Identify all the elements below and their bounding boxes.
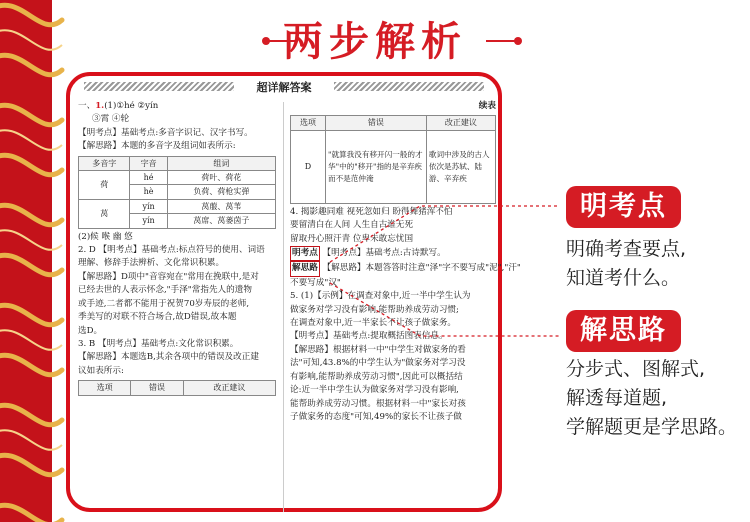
answer-line: 一、1.(1)①hé ②yín — [78, 101, 159, 111]
table-header: 字音 — [130, 156, 167, 170]
callout-line: 解透每道题, — [566, 387, 668, 409]
answer-line: 理解、修辞手法辨析、文化常识积累。 — [78, 258, 225, 269]
answer-line: 论:近一半中学生认为做家务对学习没有影响, — [290, 385, 459, 396]
answer-line: 在调查对象中,近一半家长不让孩子做家务。 — [290, 318, 457, 329]
table-header: 改正建议 — [183, 381, 275, 395]
answer-line: 【明考点】基础考点:提取概括图表信息。 — [290, 331, 448, 342]
answer-line: 解思路 【解思路】本题答答时注意"泽"字不要写成"泥","汗" — [290, 261, 496, 276]
table-header: 选项 — [79, 381, 131, 395]
answer-line: 明考点 【明考点】基础考点:古诗默写。 — [290, 246, 496, 261]
table-cell: D — [291, 130, 326, 203]
answer-line: 或手迹,二者都不能用于祝贺70岁寿辰的老师, — [78, 298, 250, 309]
table-cell: 负荷、荷枪实弹 — [167, 185, 275, 199]
table-cell: hè — [130, 185, 167, 199]
table-header: 多音字 — [79, 156, 130, 170]
table-cell: 荷叶、荷花 — [167, 171, 275, 185]
connector-mingkaodian — [330, 206, 560, 262]
page-title: 两步解析 — [283, 19, 467, 65]
answer-line: 议如表所示: — [78, 365, 124, 376]
table-cell: 莴菔、莴苇 — [167, 199, 275, 213]
table-cell: yín — [130, 214, 167, 228]
callout-line: 学解题更是学思路。 — [566, 416, 738, 438]
answer-line: 不要写成"汉" — [290, 277, 341, 288]
callout-desc-jiesilu — [566, 355, 737, 442]
answer-line: 能帮助养成劳动习惯。根据材料一中"家长对孩 — [290, 398, 466, 409]
tag-jiesilu: 解思路 — [290, 261, 320, 276]
answer-line: 子做家务的态度"可知,49%的家长不让孩子做 — [290, 411, 462, 422]
answer-line: 4. 揭影趣同难 视死忽如归 盼得舞猪浑不怕 — [290, 206, 453, 217]
answer-line: 有影响,能帮助养成劳动习惯",因此可以概括结 — [290, 371, 463, 382]
table-cell: hé — [130, 171, 167, 185]
answer-line: 已经去世的人表示怀念,"手泽"常指先人的遗物 — [78, 285, 252, 296]
table-header: 组词 — [167, 156, 275, 170]
table-cell: 莴 — [79, 199, 130, 228]
answer-line: 季美写的对联不符合场合,故D错误,故本题 — [78, 312, 237, 323]
answer-line: (2)候 喉 幽 悠 — [78, 231, 133, 242]
answer-line: 【明考点】基础考点:多音字识记、汉字书写。 — [78, 127, 253, 138]
table-header: 错误 — [131, 381, 183, 395]
answer-line: 选D。 — [78, 325, 103, 336]
callout-label-mingkaodian: 明考点 — [566, 186, 681, 228]
answer-line: 法"可知,43.8%的中学生认为"做家务对学习没 — [290, 358, 466, 369]
continued-label: 续表 — [478, 101, 496, 111]
answer-line: 【解思路】本题选B,其余各项中的错误及改正建 — [78, 352, 259, 363]
answer-line: 5. (1)【示例】在调查对象中,近一半中学生认为 — [290, 291, 471, 302]
table-cell: 歌词中涉及的古人依次是苏轼、陆游、辛弃疾 — [426, 130, 495, 203]
callout-line: 明确考查要点, — [566, 238, 687, 260]
answer-line: ③霄 ④轮 — [92, 114, 130, 125]
callout-desc-mingkaodian — [566, 235, 686, 293]
callout-line: 分步式、图解式, — [566, 358, 706, 380]
answer-line: 留取丹心照汗青 位卑未敢忘忧国 — [290, 233, 414, 244]
callout-label-jiesilu: 解思路 — [566, 310, 681, 352]
table-cell: "就算我没有移开闪一般的才华"中的"移开"指的是辛弃疾而不是范仲淹 — [326, 130, 427, 203]
answer-line: 2. D 【明考点】基础考点:标点符号的使用、词语 — [78, 245, 265, 256]
answer-line: 3. B 【明考点】基础考点:文化常识积累。 — [78, 338, 239, 349]
table-cell: 莴席、莴蒌茵子 — [167, 214, 275, 228]
table-header: 错误 — [326, 116, 427, 130]
answer-line: 【解思路】根据材料一中"中学生对做家务的看 — [290, 344, 466, 355]
sheet-title: 超详解答案 — [256, 81, 312, 94]
table-header: 改正建议 — [426, 116, 495, 130]
tag-mingkaodian: 明考点 — [290, 246, 320, 261]
answer-line: 【解思路】本题的多音字及组词如表所示: — [78, 141, 236, 152]
answer-line: 【解思路】D项中"音容宛在"常用在挽联中,是对 — [78, 271, 259, 282]
answer-line: 要留清白在人间 人生自古谁无死 — [290, 220, 414, 231]
connector-jiesilu — [330, 283, 560, 336]
answer-line: 做家务对学习没有影响,能帮助养成劳动习惯; — [290, 304, 459, 315]
table-cell: 荷 — [79, 171, 130, 200]
callout-line: 知道考什么。 — [566, 267, 681, 289]
table-cell: yín — [130, 199, 167, 213]
table-header: 选项 — [291, 116, 326, 130]
